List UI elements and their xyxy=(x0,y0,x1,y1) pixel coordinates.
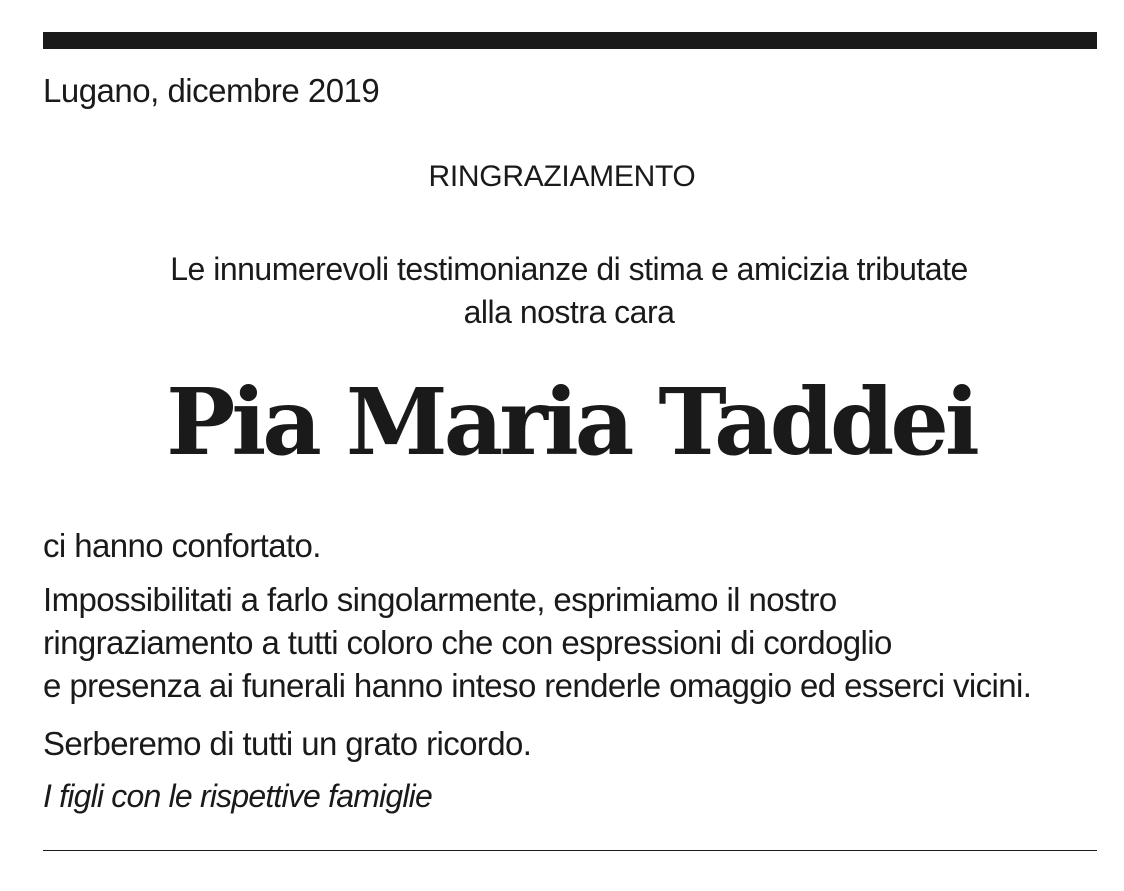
paragraph-line: ringraziamento a tutti coloro che con espressioni di cordoglio xyxy=(43,624,892,661)
intro-text xyxy=(0,248,1124,334)
paragraph-remembrance: Serberemo di tutti un grato ricordo. xyxy=(43,725,532,762)
intro-line: alla nostra cara xyxy=(463,294,675,330)
signature: I figli con le rispettive famiglie xyxy=(43,778,432,814)
paragraph-line: e presenza ai funerali hanno inteso renderle omaggio ed esserci vicini. xyxy=(43,667,1032,704)
place-date: Lugano, dicembre 2019 xyxy=(43,72,380,109)
top-rule xyxy=(43,32,1097,49)
bottom-rule xyxy=(43,850,1097,851)
paragraph-line: Impossibilitati a farlo singolarmente, esprimiamo il nostro xyxy=(43,581,837,618)
notice-heading: RINGRAZIAMENTO xyxy=(428,160,696,193)
deceased-name: Pia Maria Taddei xyxy=(166,368,976,476)
paragraph-thanks xyxy=(43,578,1103,707)
intro-line: Le innumerevoli testimonianze di stima e amicizia tributate xyxy=(170,251,968,287)
paragraph-comforted: ci hanno confortato. xyxy=(43,527,321,564)
